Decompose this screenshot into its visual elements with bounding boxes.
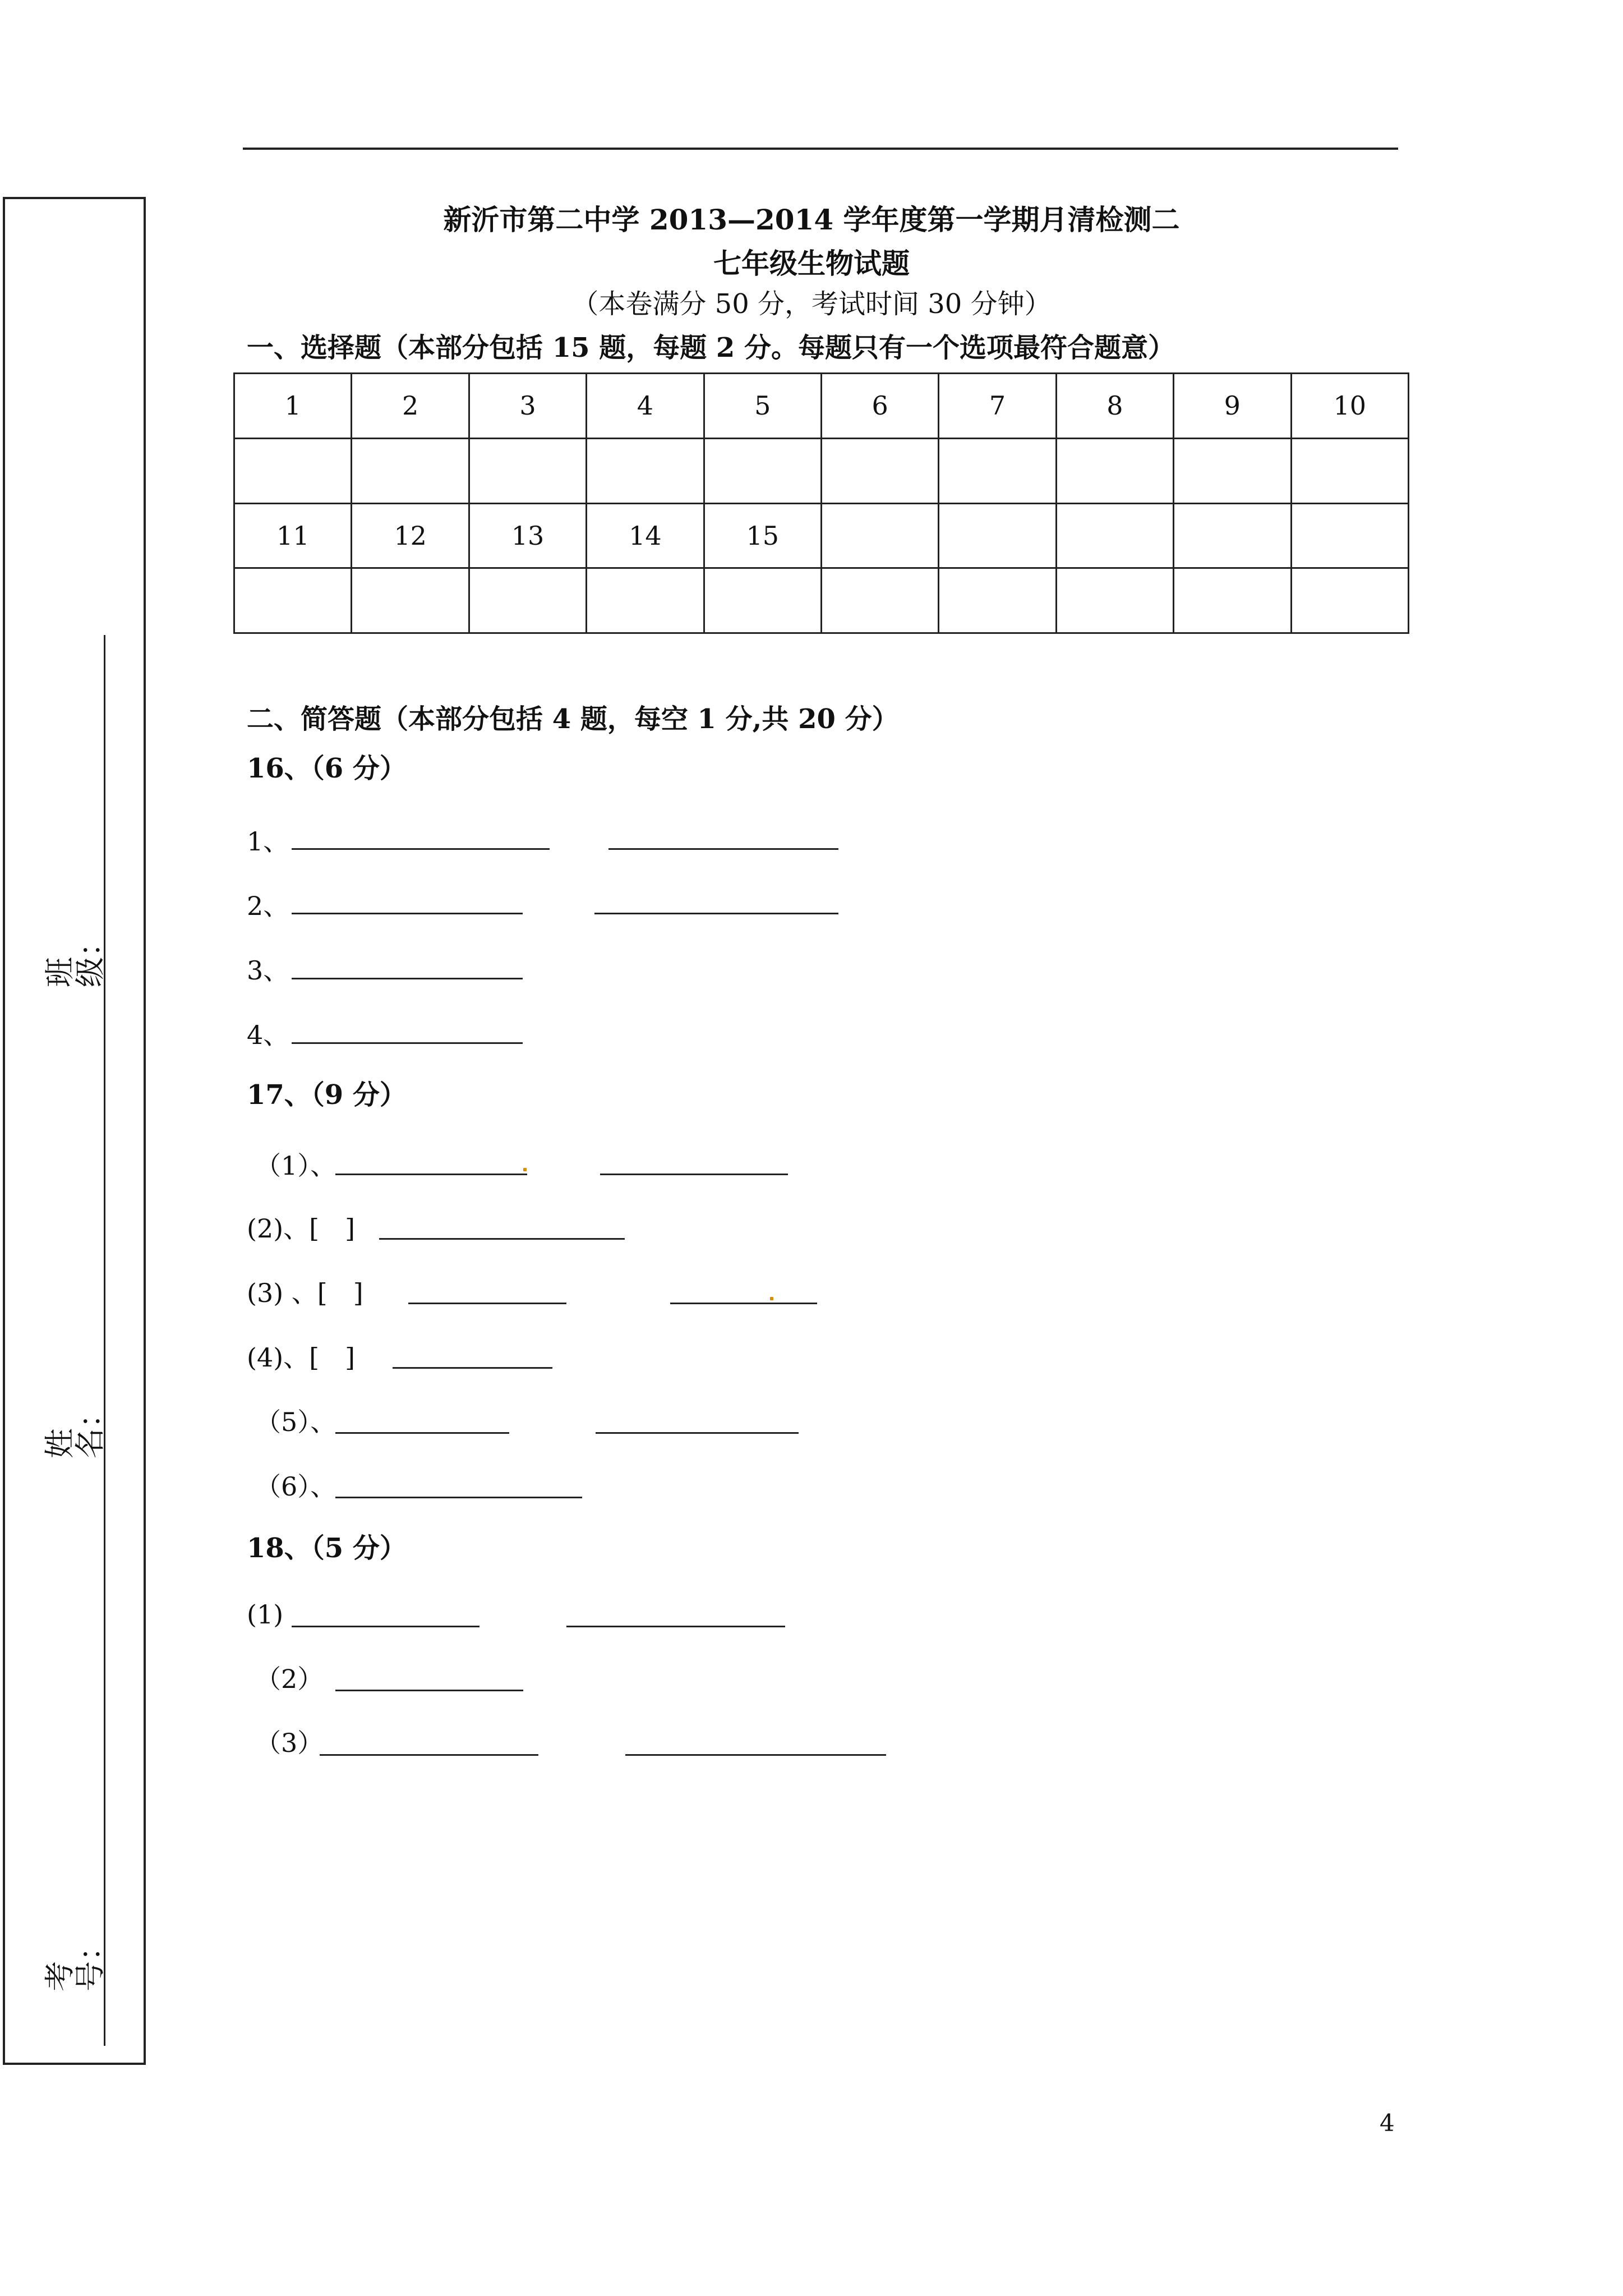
class-label: 班级： (42, 927, 108, 987)
q16-row-2-label: 2、 (247, 891, 289, 921)
exam-note: （本卷满分 50 分，考试时间 30 分钟） (571, 288, 1052, 320)
number-cell: 15 (704, 503, 821, 568)
q17-row-2-label: (2)、[ ] (247, 1213, 356, 1244)
number-row (234, 374, 1409, 439)
answer-cell[interactable] (1174, 438, 1291, 503)
q17-row-3-label: (3) 、[ ] (247, 1278, 363, 1308)
number-cell: 4 (587, 374, 704, 439)
q17-row-6-label: （6）、 (255, 1471, 336, 1502)
answer-blank[interactable] (335, 1497, 582, 1498)
number-cell: 5 (704, 374, 821, 439)
number-cell: 2 (352, 374, 469, 439)
answer-cell[interactable] (1291, 438, 1408, 503)
number-cell (1174, 503, 1291, 568)
answer-blank[interactable] (292, 913, 523, 914)
answer-grid (233, 372, 1409, 634)
number-cell: 10 (1291, 374, 1408, 439)
answer-blank[interactable] (292, 1042, 523, 1044)
answer-blank[interactable] (292, 1626, 479, 1627)
number-cell: 6 (821, 374, 938, 439)
answer-blank[interactable] (408, 1303, 566, 1304)
answer-cell[interactable] (939, 568, 1056, 633)
answer-cell[interactable] (587, 438, 704, 503)
header-rule (243, 148, 1398, 150)
answer-blank[interactable] (335, 1690, 523, 1691)
number-cell: 13 (469, 503, 586, 568)
q17-title: 17、（9 分） (247, 1079, 407, 1111)
number-cell: 8 (1056, 374, 1173, 439)
q18-row-3-label: （3） (255, 1728, 324, 1758)
answer-blank[interactable] (393, 1367, 552, 1369)
q18-row-2-label: （2） (255, 1664, 324, 1694)
number-cell: 14 (587, 503, 704, 568)
answer-cell[interactable] (704, 568, 821, 633)
answer-cell[interactable] (1291, 568, 1408, 633)
exam-no-label: 考号： (42, 1931, 108, 1991)
number-cell: 7 (939, 374, 1056, 439)
answer-blank[interactable] (292, 978, 523, 979)
q16-row-1-label: 1、 (247, 826, 289, 857)
answer-cell[interactable] (352, 438, 469, 503)
answer-cell[interactable] (1174, 568, 1291, 633)
number-cell: 3 (469, 374, 586, 439)
q18-title: 18、（5 分） (247, 1533, 407, 1564)
answer-cell[interactable] (352, 568, 469, 633)
exam-title: 新沂市第二中学 2013—2014 学年度第一学期月清检测二 (443, 203, 1180, 236)
binding-margin-box (3, 197, 146, 2065)
page-number: 4 (1380, 2109, 1395, 2137)
answer-blank[interactable] (566, 1626, 785, 1627)
q16-row-3-label: 3、 (247, 955, 289, 986)
answer-blank[interactable] (625, 1754, 886, 1756)
answer-blank[interactable] (600, 1174, 788, 1175)
answer-blank[interactable] (608, 848, 838, 850)
section2-heading: 二、简答题（本部分包括 4 题，每空 1 分,共 20 分） (247, 703, 899, 735)
exam-no-fill-line (104, 1687, 105, 2046)
number-cell (939, 503, 1056, 568)
answer-cell[interactable] (469, 568, 586, 633)
answer-row (234, 568, 1409, 633)
answer-row (234, 438, 1409, 503)
answer-cell[interactable] (704, 438, 821, 503)
q18-row-1-label: (1) (247, 1599, 284, 1630)
q17-row-1-label: （1）、 (255, 1151, 336, 1181)
number-row (234, 503, 1409, 568)
answer-cell[interactable] (587, 568, 704, 633)
number-cell (821, 503, 938, 568)
answer-cell[interactable] (469, 438, 586, 503)
number-cell: 11 (234, 503, 352, 568)
answer-cell[interactable] (1056, 568, 1173, 633)
orange-marker (770, 1297, 773, 1300)
answer-blank[interactable] (320, 1754, 538, 1756)
answer-blank[interactable] (670, 1303, 817, 1304)
number-cell (1056, 503, 1173, 568)
exam-subtitle: 七年级生物试题 (713, 247, 910, 280)
answer-cell[interactable] (939, 438, 1056, 503)
number-cell (1291, 503, 1408, 568)
answer-blank[interactable] (379, 1238, 625, 1240)
answer-cell[interactable] (234, 568, 352, 633)
q17-row-5-label: （5）、 (255, 1407, 336, 1437)
name-label: 姓名： (42, 1398, 108, 1458)
answer-cell[interactable] (821, 438, 938, 503)
q16-title: 16、（6 分） (247, 753, 407, 784)
number-cell: 1 (234, 374, 352, 439)
number-cell: 9 (1174, 374, 1291, 439)
q16-row-4-label: 4、 (247, 1020, 289, 1050)
answer-blank[interactable] (335, 1432, 509, 1434)
answer-blank[interactable] (594, 913, 838, 914)
q17-row-4-label: (4)、[ ] (247, 1342, 356, 1373)
answer-blank[interactable] (292, 848, 550, 850)
answer-blank[interactable] (596, 1432, 799, 1434)
class-fill-line (104, 635, 105, 1109)
answer-cell[interactable] (234, 438, 352, 503)
answer-cell[interactable] (821, 568, 938, 633)
orange-marker (523, 1168, 527, 1171)
answer-blank[interactable] (335, 1174, 527, 1175)
section1-heading: 一、选择题（本部分包括 15 题，每题 2 分。每题只有一个选项最符合题意） (247, 332, 1175, 364)
number-cell: 12 (352, 503, 469, 568)
answer-cell[interactable] (1056, 438, 1173, 503)
